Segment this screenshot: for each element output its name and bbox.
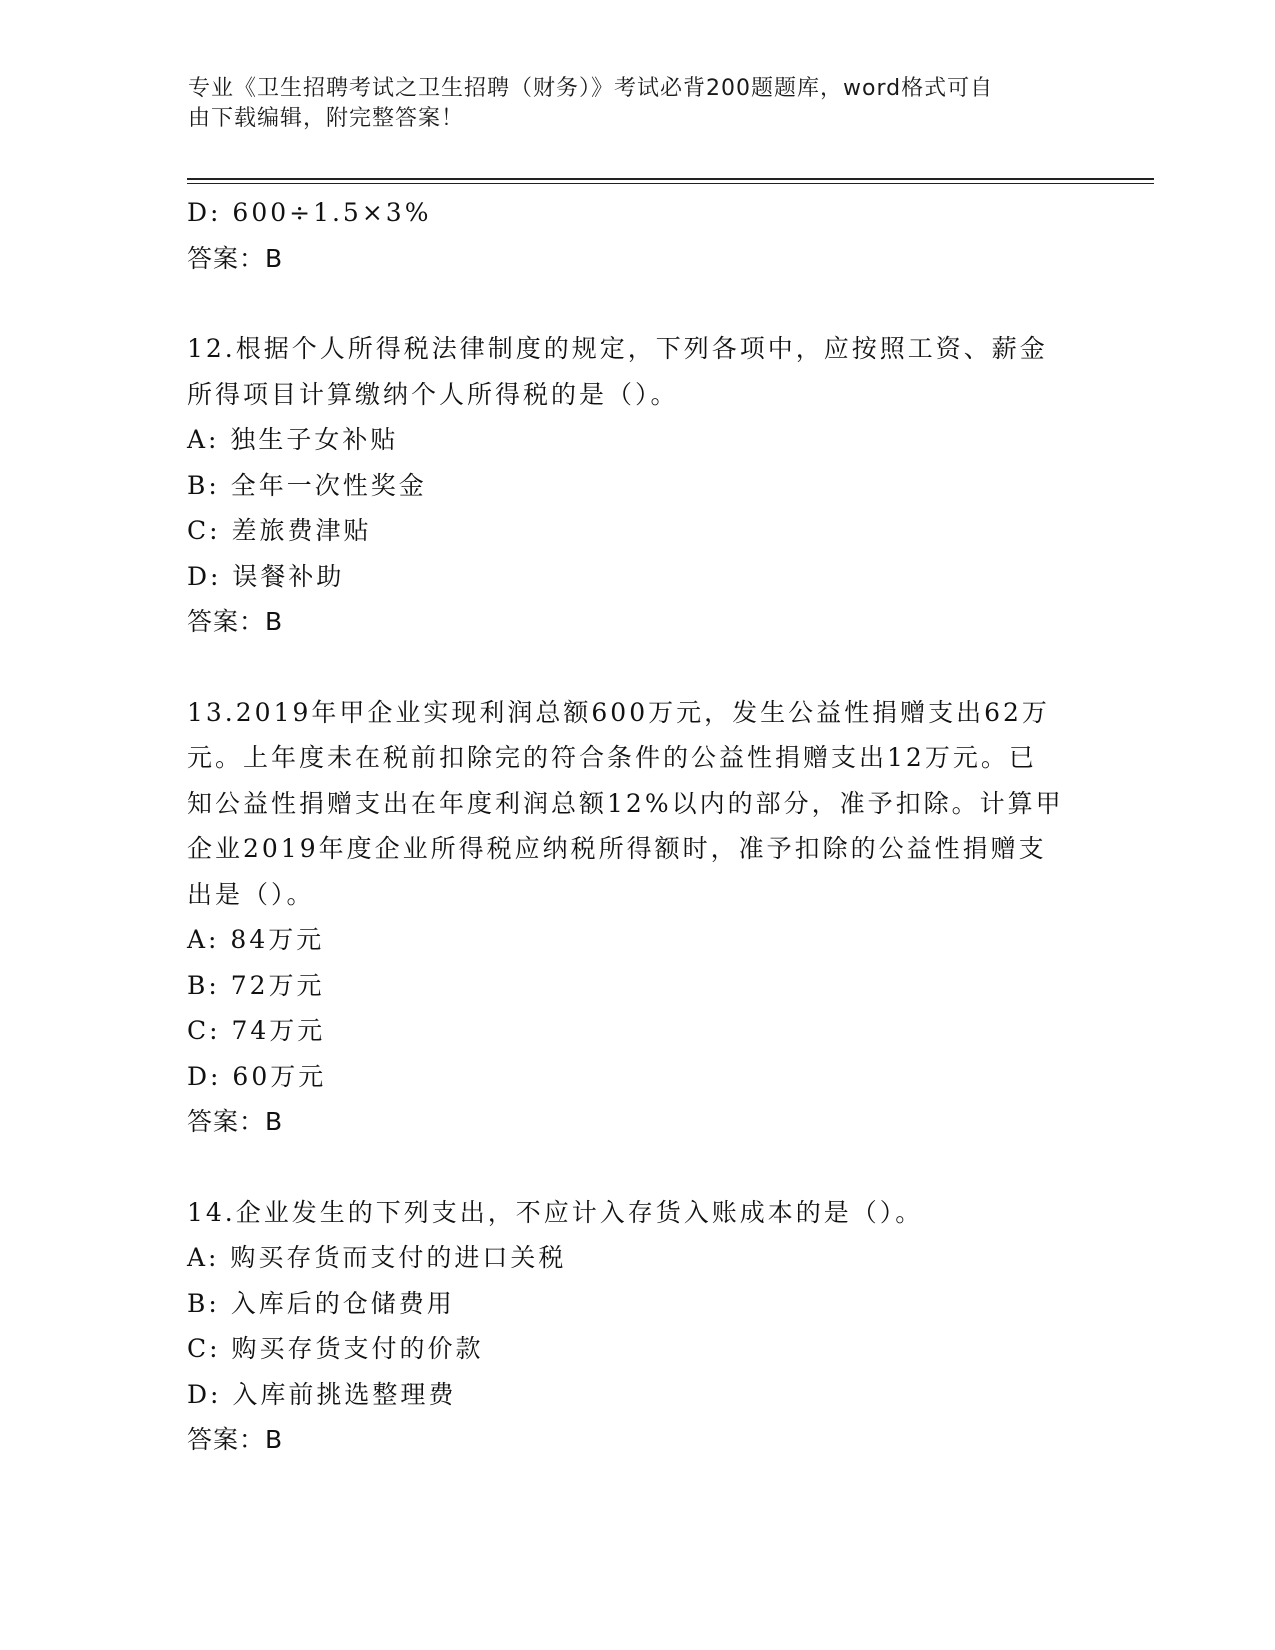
option-b: B: 全年一次性奖金 xyxy=(187,470,427,500)
option-d: D: 误餐补助 xyxy=(187,561,345,591)
question-14 xyxy=(187,1190,1087,1463)
option-d: D: 入库前挑选整理费 xyxy=(187,1379,457,1409)
option-c: C: 购买存货支付的价款 xyxy=(187,1334,484,1363)
header-divider-thick xyxy=(187,178,1154,180)
option-d: D: 60万元 xyxy=(187,1061,327,1091)
question-13 xyxy=(187,690,1087,1145)
option-c: C: 差旅费津贴 xyxy=(187,516,372,545)
question-stem: 14.企业发生的下列支出，不应计入存货入账成本的是（）。 xyxy=(187,1197,924,1227)
option-a: A: 独生子女补贴 xyxy=(187,425,399,454)
question-answer: 答案：B xyxy=(187,1425,284,1454)
option-a: A: 购买存货而支付的进口关税 xyxy=(187,1243,567,1272)
question-answer: 答案：B xyxy=(187,1107,284,1136)
question-12 xyxy=(187,326,1087,645)
question-stem: 12.根据个人所得税法律制度的规定，下列各项中，应按照工资、薪金 所得项目计算缴纳个人所得税的是（）。 xyxy=(187,334,1048,409)
option-b: B: 入库后的仓储费用 xyxy=(187,1288,455,1318)
option-c: C: 74万元 xyxy=(187,1016,326,1045)
question-list xyxy=(187,190,1087,1463)
question-answer: 答案：B xyxy=(187,607,284,636)
option-a: A: 84万元 xyxy=(187,925,325,954)
document-header xyxy=(188,74,1068,134)
header-divider-thin xyxy=(187,183,1154,184)
question-stem: 13.2019年甲企业实现利润总额600万元，发生公益性捐赠支出62万 元。上年度未在税前扣除完的符合条件的公益性捐赠支出12万元。已 知公益性捐赠支出在年度利润总额12%以内的部分，准予扣除。计算甲 企业2019年度企业所得税应纳税所得额时，准予扣除的公益性捐赠支 出是（）。 xyxy=(187,697,1064,909)
prev-question-answer: 答案：B xyxy=(187,243,284,273)
prev-question-option-d: D: 600÷1.5×3% xyxy=(187,198,432,227)
option-b: B: 72万元 xyxy=(187,970,325,1000)
header-title: 专业《卫生招聘考试之卫生招聘（财务）》考试必背200题题库，word格式可自 由下载编辑，附完整答案！ xyxy=(188,76,994,131)
